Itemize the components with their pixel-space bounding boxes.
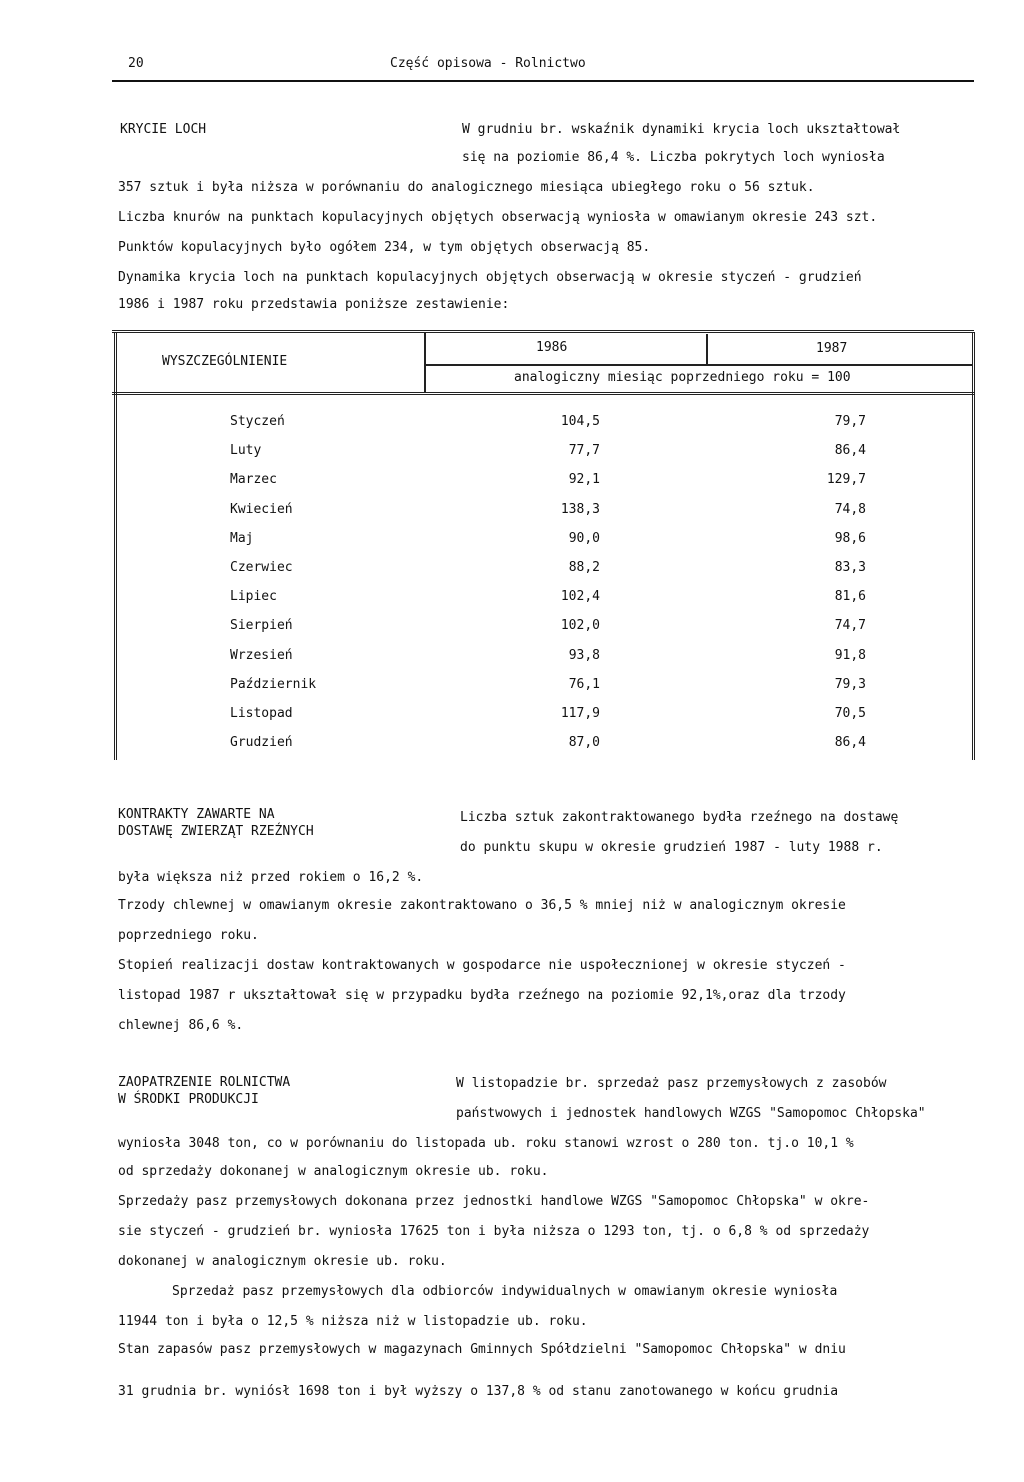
table-cell-1986: 117,9 [560, 706, 600, 721]
table-cell-1986: 90,0 [568, 531, 600, 546]
text-line: poprzedniego roku. [118, 928, 259, 943]
table-cell-month: Listopad [230, 706, 293, 721]
text-line: Punktów kopulacyjnych było ogółem 234, w tym objętych obserwacją 85. [118, 240, 651, 255]
table-cell-1986: 138,3 [560, 502, 600, 517]
table-cell-month: Maj [230, 531, 254, 546]
table-cell-1987: 86,4 [834, 735, 866, 750]
text-line: się na poziomie 86,4 %. Liczba pokrytych loch wyniosła [462, 150, 885, 165]
table-cell-1987: 83,3 [834, 560, 866, 575]
table-cell-1987: 79,7 [834, 414, 866, 429]
table-border [114, 332, 117, 760]
table-cell-1986: 102,4 [560, 589, 600, 604]
table-cell-1987: 91,8 [834, 648, 866, 663]
table-border [112, 392, 974, 395]
section-heading-zaopatrzenie [118, 1074, 290, 1108]
text-line: była większa niż przed rokiem o 16,2 %. [118, 870, 424, 885]
table-cell-month: Lipiec [230, 589, 277, 604]
table-border [972, 332, 975, 760]
table-cell-1986: 87,0 [568, 735, 600, 750]
table-cell-1986: 102,0 [560, 618, 600, 633]
text-line: chlewnej 86,6 %. [118, 1018, 244, 1033]
table-cell-1986: 92,1 [568, 472, 600, 487]
section-heading-krycie: KRYCIE LOCH [120, 122, 207, 137]
table-cell-month: Październik [230, 677, 317, 692]
text-line: Stopień realizacji dostaw kontraktowanych w gospodarce nie uspołecznionej w okresie styczeń - [118, 958, 846, 973]
text-line: W listopadzie br. sprzedaż pasz przemysłowych z zasobów [456, 1076, 887, 1091]
table-cell-1987: 98,6 [834, 531, 866, 546]
text-line: sie styczeń - grudzień br. wyniosła 17625 ton i była niższa o 1293 ton, tj. o 6,8 % od sprzedaży [118, 1224, 870, 1239]
table-cell-month: Wrzesień [230, 648, 293, 663]
text-line: Stan zapasów pasz przemysłowych w magazynach Gminnych Spółdzielni "Samopomoc Chłopska" w dniu [118, 1342, 846, 1357]
table-cell-1986: 93,8 [568, 648, 600, 663]
table-subheader: analogiczny miesiąc poprzedniego roku = 100 [514, 370, 851, 385]
table-cell-1987: 81,6 [834, 589, 866, 604]
table-cell-1986: 77,7 [568, 443, 600, 458]
table-cell-1987: 79,3 [834, 677, 866, 692]
table-cell-month: Grudzień [230, 735, 293, 750]
table-cell-month: Styczeń [230, 414, 285, 429]
text-line: Liczba sztuk zakontraktowanego bydła rzeźnego na dostawę [460, 810, 899, 825]
text-line: od sprzedaży dokonanej w analogicznym okresie ub. roku. [118, 1164, 549, 1179]
text-line: do punktu skupu w okresie grudzień 1987 - luty 1988 r. [460, 840, 883, 855]
text-line: wyniosła 3048 ton, co w porównaniu do listopada ub. roku stanowi wzrost o 280 ton. tj.o 10,1 % [118, 1136, 854, 1151]
text-line: listopad 1987 r ukształtował się w przypadku bydła rzeźnego na poziomie 92,1%,oraz dla trzody [118, 988, 846, 1003]
table-cell-1986: 88,2 [568, 560, 600, 575]
text-line: 1986 i 1987 roku przedstawia poniższe zestawienie: [118, 297, 510, 312]
table-cell-1986: 104,5 [560, 414, 600, 429]
text-line: Sprzedaż pasz przemysłowych dla odbiorców indywidualnych w omawianym okresie wyniosła [172, 1284, 838, 1299]
text-line: Liczba knurów na punktach kopulacyjnych objętych obserwacją wyniosła w omawianym okresie 243 szt. [118, 210, 878, 225]
text-line: 31 grudnia br. wyniósł 1698 ton i był wyższy o 137,8 % od stanu zanotowanego w końcu grudnia [118, 1384, 839, 1399]
text-line: Dynamika krycia loch na punktach kopulacyjnych objętych obserwacją w okresie styczeń - grudzień [118, 270, 862, 285]
page-title: Część opisowa - Rolnictwo [390, 56, 586, 71]
heading-line: DOSTAWĘ ZWIERZĄT RZEŹNYCH [118, 824, 314, 839]
table-cell-month: Marzec [230, 472, 277, 487]
heading-line: W ŚRODKI PRODUKCJI [118, 1092, 259, 1107]
table-cell-month: Kwiecień [230, 502, 293, 517]
table-cell-1987: 86,4 [834, 443, 866, 458]
text-line: Sprzedaży pasz przemysłowych dokonana przez jednostki handlowe WZGS "Samopomoc Chłopska" w okre- [118, 1194, 870, 1209]
table-border [112, 330, 974, 333]
table-cell-1987: 70,5 [834, 706, 866, 721]
section-heading-kontrakty [118, 806, 314, 840]
table-divider [426, 364, 972, 366]
text-line: dokonanej w analogicznym okresie ub. roku. [118, 1254, 447, 1269]
table-year-header: 1986 [536, 340, 568, 355]
table-cell-1987: 74,7 [834, 618, 866, 633]
text-line: 357 sztuk i była niższa w porównaniu do analogicznego miesiąca ubiegłego roku o 56 sztuk. [118, 180, 815, 195]
table-year-header: 1987 [816, 341, 848, 356]
header-rule [112, 80, 974, 82]
heading-line: ZAOPATRZENIE ROLNICTWA [118, 1075, 291, 1090]
table-cell-month: Sierpień [230, 618, 293, 633]
table-cell-1986: 76,1 [568, 677, 600, 692]
page-number: 20 [128, 56, 144, 71]
heading-line: KONTRAKTY ZAWARTE NA [118, 807, 275, 822]
table-divider [424, 332, 426, 392]
table-divider [706, 334, 708, 364]
table-cell-month: Luty [230, 443, 262, 458]
text-line: 11944 ton i była o 12,5 % niższa niż w listopadzie ub. roku. [118, 1314, 588, 1329]
text-line: W grudniu br. wskaźnik dynamiki krycia loch ukształtował [462, 122, 901, 137]
table-cell-1987: 74,8 [834, 502, 866, 517]
table-cell-month: Czerwiec [230, 560, 293, 575]
table-column-header: WYSZCZEGÓLNIENIE [162, 354, 288, 369]
table-cell-1987: 129,7 [826, 472, 866, 487]
text-line: Trzody chlewnej w omawianym okresie zakontraktowano o 36,5 % mniej niż w analogicznym okresie [118, 898, 846, 913]
text-line: państwowych i jednostek handlowych WZGS "Samopomoc Chłopska" [456, 1106, 926, 1121]
